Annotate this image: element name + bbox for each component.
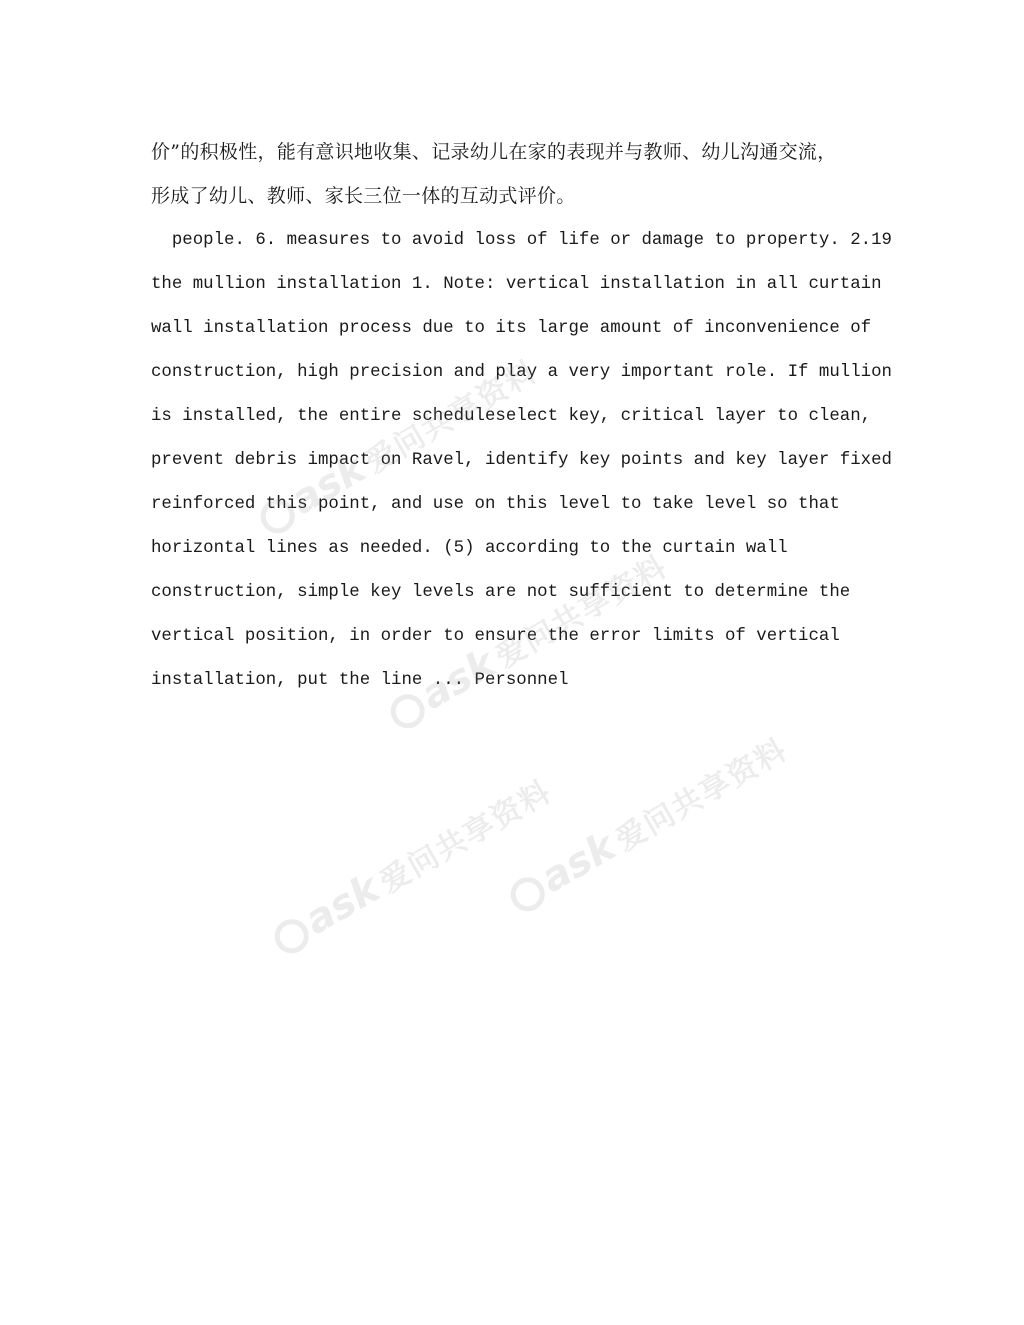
- watermark-chinese: 爱问共享资料: [374, 774, 558, 901]
- english-text-line-1: people. 6. measures to avoid loss of life or damage to property. 2.19: [151, 231, 892, 250]
- watermark-logo-icon: [505, 871, 551, 917]
- watermark-chinese: 爱问共享资料: [610, 732, 794, 859]
- watermark-4: [501, 724, 795, 921]
- watermark-3: [265, 766, 559, 963]
- english-text-line-5: is installed, the entire scheduleselect key, critical layer to clean,: [151, 407, 872, 426]
- english-text-line-9: construction, simple key levels are not sufficient to determine the: [151, 583, 851, 602]
- english-text-line-7: reinforced this point, and use on this level to take level so that: [151, 495, 840, 514]
- english-text-line-2: the mullion installation 1. Note: vertical installation in all curtain: [151, 275, 882, 294]
- watermark-chinese: 爱问共享资料: [490, 549, 674, 676]
- english-text-line-4: construction, high precision and play a very important role. If mullion: [151, 363, 892, 382]
- english-text-line-11: installation, put the line ... Personnel: [151, 671, 569, 690]
- english-text-line-10: vertical position, in order to ensure the error limits of vertical: [151, 627, 840, 646]
- english-text-line-3: wall installation process due to its large amount of inconvenience of: [151, 319, 872, 338]
- english-text-line-8: horizontal lines as needed. (5) according to the curtain wall: [151, 539, 788, 558]
- watermark-logo-icon: [385, 688, 431, 734]
- watermark-latin: ask: [533, 823, 624, 902]
- watermark-chinese: 爱问共享资料: [360, 354, 544, 481]
- chinese-text-line-1: 价”的积极性，能有意识地收集、记录幼儿在家的表现并与教师、幼儿沟通交流，: [151, 141, 837, 163]
- watermark-latin: ask: [413, 640, 504, 719]
- watermark-logo-icon: [269, 913, 315, 959]
- watermark-latin: ask: [283, 445, 374, 524]
- chinese-text-line-2: 形成了幼儿、教师、家长三位一体的互动式评价。: [151, 185, 576, 207]
- english-text-line-6: prevent debris impact on Ravel, identify key points and key layer fixed: [151, 451, 892, 470]
- watermark-latin: ask: [297, 865, 388, 944]
